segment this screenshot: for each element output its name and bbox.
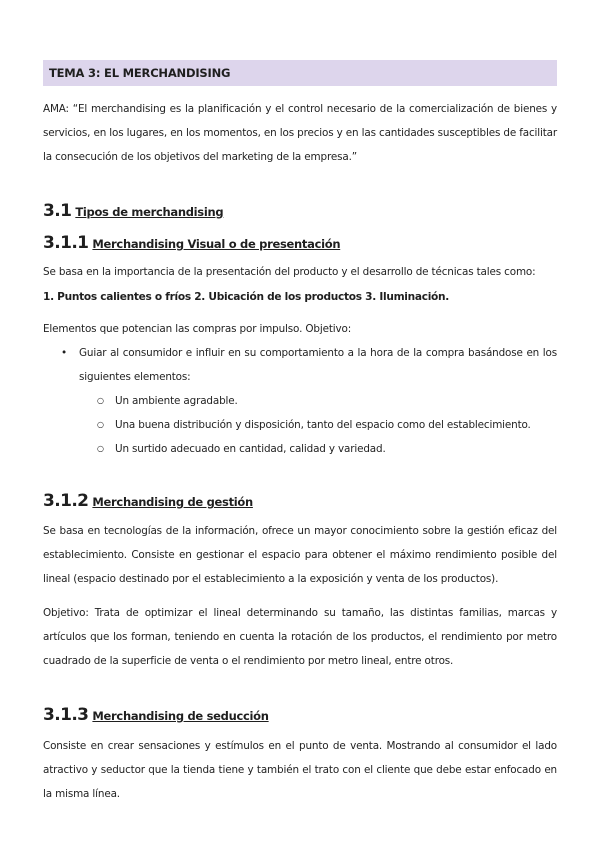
sub-bullet-text: Una buena distribución y disposición, tanto del espacio como del establecimiento. <box>115 419 531 431</box>
bullet-item <box>61 341 557 389</box>
paragraph: Consiste en crear sensaciones y estímulos en el punto de venta. Mostrando al consumidor el lado atractivo y seductor que la tienda tiene y también el trato con el cliente que debe estar enfocado en la misma línea. <box>43 740 557 800</box>
section-number: 3.1.3 <box>43 705 89 725</box>
chapter-banner <box>43 60 557 86</box>
sub-bullet-item <box>97 413 557 437</box>
paragraph: Elementos que potencian las compras por impulso. Objetivo: <box>43 323 352 335</box>
sub-bullet-item <box>97 389 557 413</box>
intro-paragraph: AMA: “El merchandising es la planificación y el control necesario de la comercialización de bienes y servicios, en los lugares, en los momentos, en los precios y en las cantidades susceptibles de facilitar la consecución de los objetivos del marketing de la empresa.” <box>43 103 557 163</box>
section-title: Tipos de merchandising <box>75 205 224 219</box>
section-heading-3-1-1 <box>43 233 340 253</box>
circle-bullet-icon: ○ <box>97 396 104 405</box>
circle-bullet-icon: ○ <box>97 420 104 429</box>
section-heading-3-1 <box>43 201 223 221</box>
paragraph: Se basa en la importancia de la presentación del producto y el desarrollo de técnicas tales como: <box>43 266 536 278</box>
section-number: 3.1 <box>43 201 72 221</box>
section-heading-3-1-3 <box>43 705 269 725</box>
section-title: Merchandising de gestión <box>92 495 253 509</box>
bold-list-line: 1. Puntos calientes o fríos 2. Ubicación de los productos 3. Iluminación. <box>43 291 449 303</box>
section-heading-3-1-2 <box>43 491 253 511</box>
section-number: 3.1.1 <box>43 233 89 253</box>
bullet-text: Guiar al consumidor e influir en su comportamiento a la hora de la compra basándose en los siguientes elementos: <box>79 347 557 383</box>
paragraph: Se basa en tecnologías de la información, ofrece un mayor conocimiento sobre la gestión eficaz del establecimiento. Consiste en gestionar el espacio para obtener el máximo rendimiento posible del lineal (espacio destinado por el establecimiento a la exposición y venta de los productos). <box>43 525 557 585</box>
paragraph: Objetivo: Trata de optimizar el lineal determinando su tamaño, las distintas familias, marcas y artículos que los forman, teniendo en cuenta la rotación de los productos, el rendimiento por metro cuadrado de la superficie de venta o el rendimiento por metro lineal, entre otros. <box>43 607 557 667</box>
chapter-title: TEMA 3: EL MERCHANDISING <box>49 66 231 80</box>
sub-bullet-text: Un ambiente agradable. <box>115 395 238 407</box>
sub-bullet-text: Un surtido adecuado en cantidad, calidad y variedad. <box>115 443 386 455</box>
section-title: Merchandising de seducción <box>92 709 269 723</box>
section-title: Merchandising Visual o de presentación <box>92 237 341 251</box>
bullet-icon: • <box>61 347 67 359</box>
circle-bullet-icon: ○ <box>97 444 104 453</box>
section-number: 3.1.2 <box>43 491 89 511</box>
sub-bullet-item <box>97 437 557 461</box>
